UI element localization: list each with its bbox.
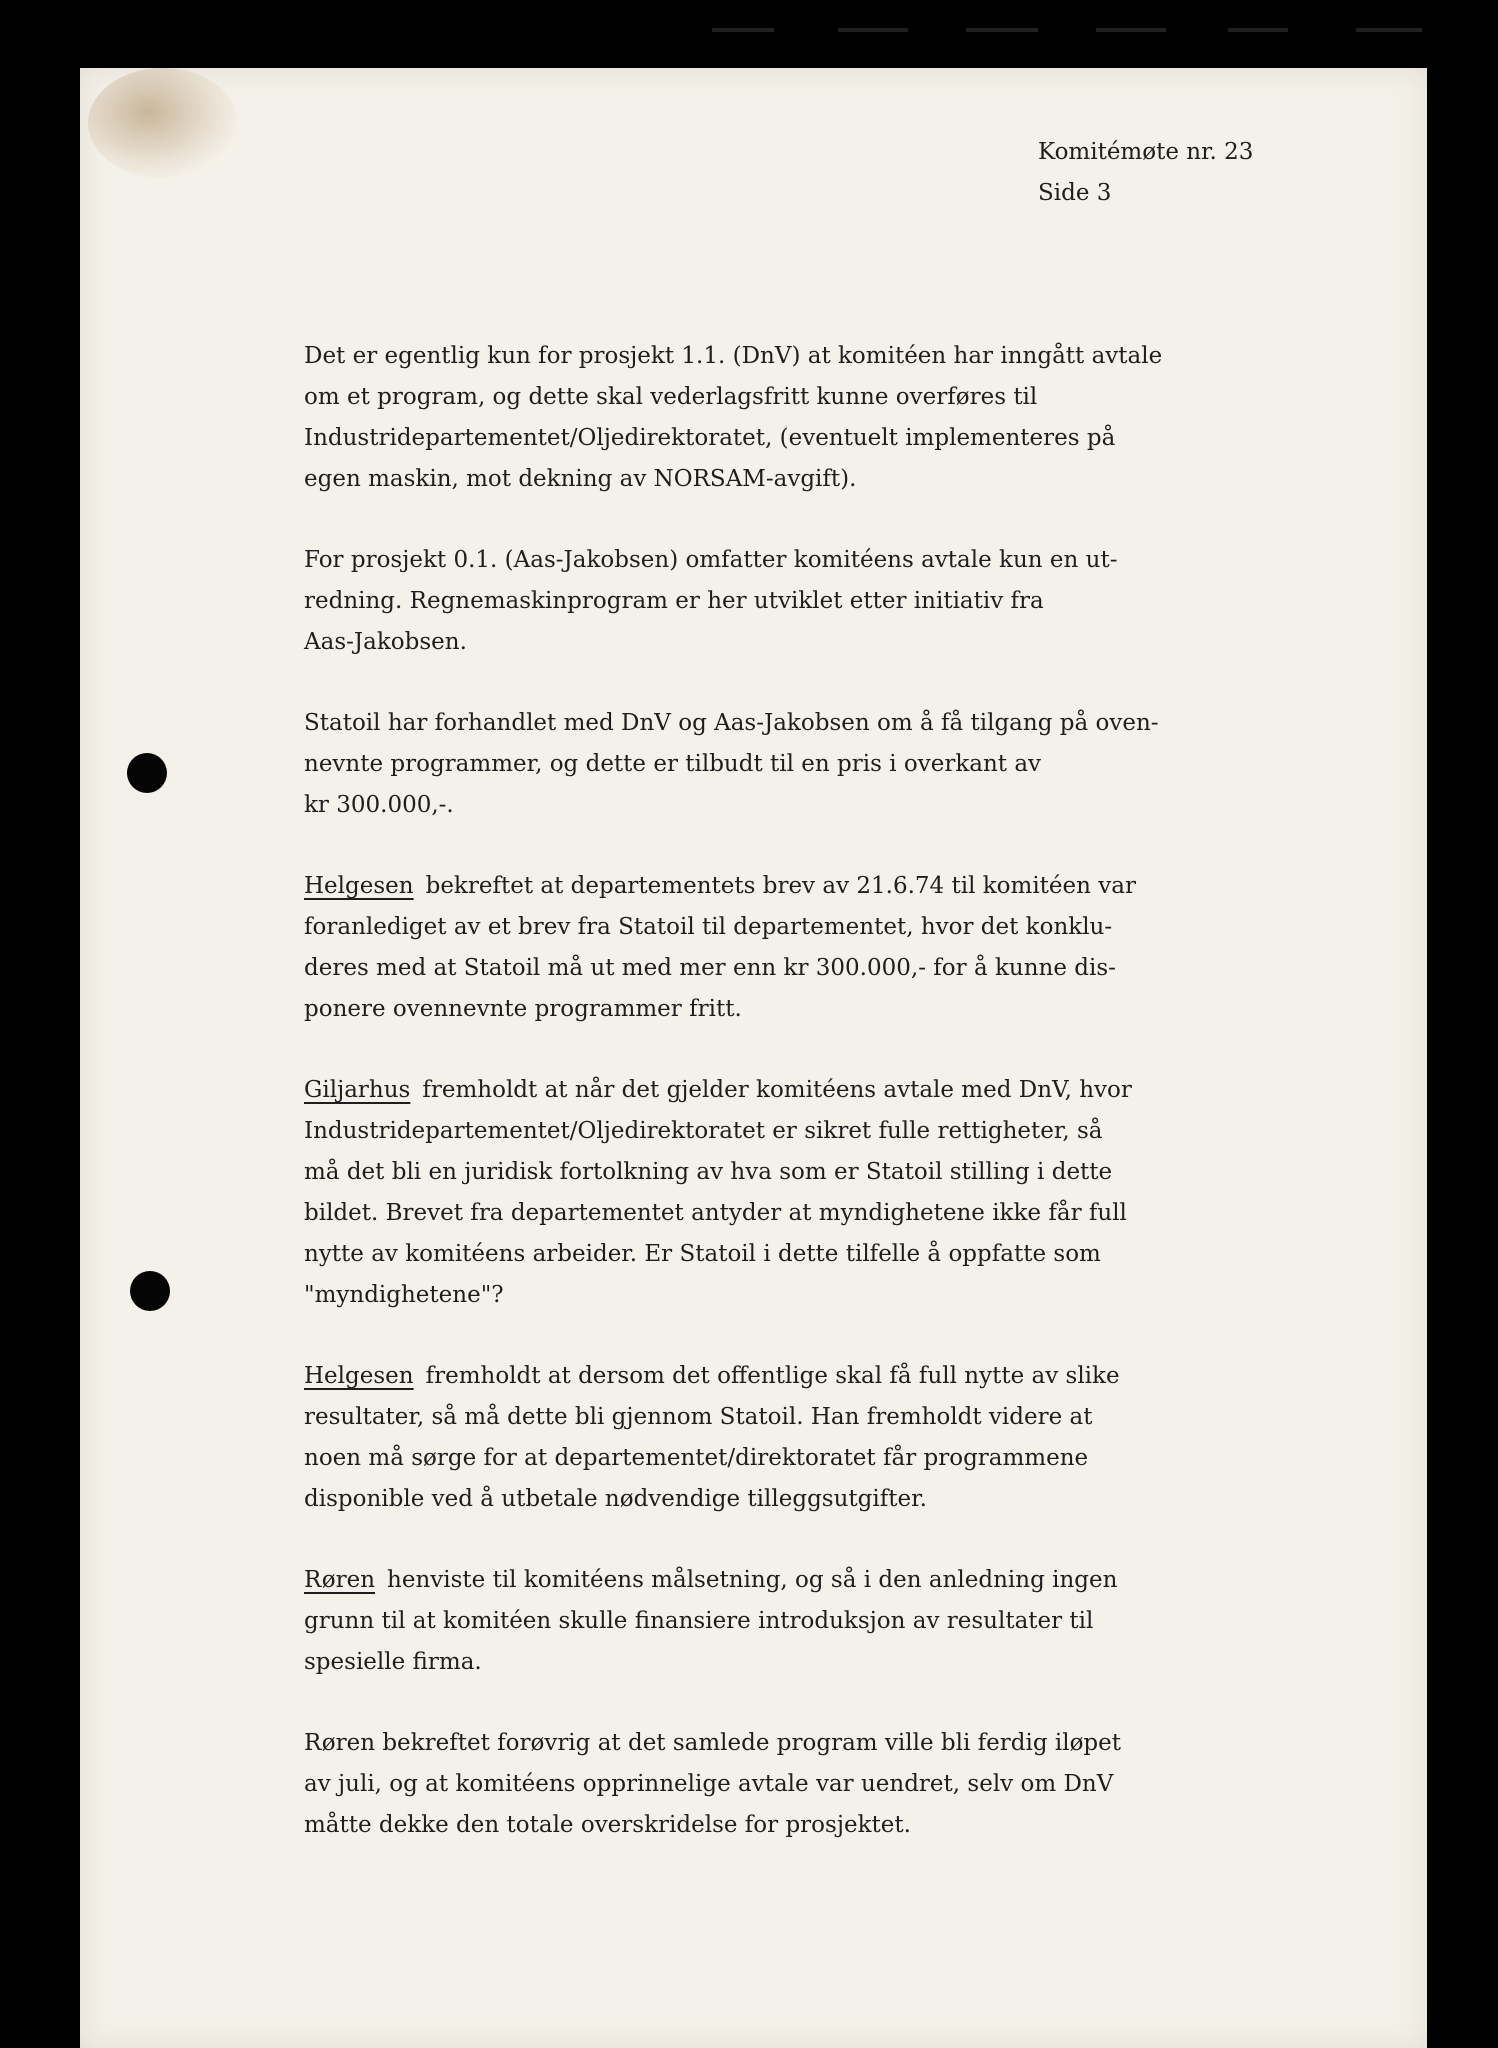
paragraph-gap bbox=[304, 663, 1314, 703]
line-text: Det er egentlig kun for prosjekt 1.1. (DnV) at komitéen har inngått avtale bbox=[304, 343, 1163, 369]
paragraph-gap bbox=[304, 1030, 1314, 1070]
line-text: Aas-Jakobsen. bbox=[304, 629, 467, 655]
top-edge-mark bbox=[1096, 28, 1166, 32]
text-line bbox=[304, 1764, 1314, 1805]
line-text: "myndighetene"? bbox=[304, 1282, 504, 1308]
punch-hole bbox=[127, 753, 167, 793]
paragraph-gap bbox=[304, 826, 1314, 866]
line-text: noen må sørge for at departementet/direktoratet får programmene bbox=[304, 1445, 1089, 1471]
meeting-number: Komitémøte nr. 23 bbox=[1038, 139, 1254, 165]
paragraph bbox=[304, 703, 1314, 826]
text-line bbox=[304, 540, 1314, 581]
line-text: deres med at Statoil må ut med mer enn kr 300.000,- for å kunne dis- bbox=[304, 955, 1116, 981]
speaker-name: Helgesen bbox=[304, 1363, 414, 1389]
text-line bbox=[304, 459, 1314, 500]
text-line bbox=[304, 1397, 1314, 1438]
text-line bbox=[304, 377, 1314, 418]
text-line bbox=[304, 785, 1314, 826]
paragraph-gap bbox=[304, 1316, 1314, 1356]
text-line bbox=[304, 989, 1314, 1030]
line-text: om et program, og dette skal vederlagsfritt kunne overføres til bbox=[304, 384, 1038, 410]
text-line bbox=[304, 948, 1314, 989]
line-text: grunn til at komitéen skulle finansiere introduksjon av resultater til bbox=[304, 1608, 1094, 1634]
document-page bbox=[80, 68, 1427, 2048]
line-text: ponere ovennevnte programmer fritt. bbox=[304, 996, 742, 1022]
text-line bbox=[304, 1193, 1314, 1234]
line-text: Industridepartementet/Oljedirektoratet er sikret fulle rettigheter, så bbox=[304, 1118, 1103, 1144]
paragraph bbox=[304, 866, 1314, 1030]
paragraph bbox=[304, 1723, 1314, 1846]
line-text: måtte dekke den totale overskridelse for prosjektet. bbox=[304, 1812, 911, 1838]
text-line bbox=[304, 1152, 1314, 1193]
line-text: foranlediget av et brev fra Statoil til departementet, hvor det konklu- bbox=[304, 914, 1113, 940]
paragraph bbox=[304, 1070, 1314, 1316]
line-text: bekreftet at departementets brev av 21.6.74 til komitéen var bbox=[425, 873, 1136, 899]
line-text: spesielle firma. bbox=[304, 1649, 482, 1675]
line-text: bildet. Brevet fra departementet antyder at myndighetene ikke får full bbox=[304, 1200, 1127, 1226]
text-line bbox=[304, 1070, 1314, 1111]
top-edge-mark bbox=[712, 28, 774, 32]
top-edge-mark bbox=[1228, 28, 1288, 32]
paragraph bbox=[304, 1356, 1314, 1520]
line-text: Industridepartementet/Oljedirektoratet, (eventuelt implementeres på bbox=[304, 425, 1116, 451]
line-text: nevnte programmer, og dette er tilbudt til en pris i overkant av bbox=[304, 751, 1042, 777]
page-header bbox=[1038, 132, 1253, 214]
paragraph bbox=[304, 336, 1314, 500]
paragraph-gap bbox=[304, 500, 1314, 540]
line-text: Røren bekreftet forøvrig at det samlede program ville bli ferdig iløpet bbox=[304, 1730, 1122, 1756]
line-text: egen maskin, mot dekning av NORSAM-avgift). bbox=[304, 466, 857, 492]
text-line bbox=[304, 703, 1314, 744]
text-line bbox=[304, 1560, 1314, 1601]
line-text: fremholdt at dersom det offentlige skal få full nytte av slike bbox=[425, 1363, 1120, 1389]
line-text: må det bli en juridisk fortolkning av hva som er Statoil stilling i dette bbox=[304, 1159, 1113, 1185]
document-body bbox=[304, 336, 1314, 1846]
text-line bbox=[304, 1356, 1314, 1397]
line-text: For prosjekt 0.1. (Aas-Jakobsen) omfatter komitéens avtale kun en ut- bbox=[304, 547, 1118, 573]
line-text: resultater, så må dette bli gjennom Statoil. Han fremholdt videre at bbox=[304, 1404, 1093, 1430]
text-line bbox=[304, 1642, 1314, 1683]
line-text: kr 300.000,-. bbox=[304, 792, 454, 818]
top-edge-mark bbox=[966, 28, 1038, 32]
top-edge-mark bbox=[1356, 28, 1422, 32]
line-text: disponible ved å utbetale nødvendige tilleggsutgifter. bbox=[304, 1486, 927, 1512]
text-line bbox=[304, 1111, 1314, 1152]
paragraph bbox=[304, 1560, 1314, 1683]
text-line bbox=[304, 1275, 1314, 1316]
text-line bbox=[304, 418, 1314, 459]
speaker-name: Røren bbox=[304, 1567, 376, 1593]
line-text: henviste til komitéens målsetning, og så i den anledning ingen bbox=[387, 1567, 1118, 1593]
line-text: av juli, og at komitéens opprinnelige avtale var uendret, selv om DnV bbox=[304, 1771, 1114, 1797]
top-edge-mark bbox=[838, 28, 908, 32]
text-line bbox=[304, 744, 1314, 785]
text-line bbox=[304, 581, 1314, 622]
text-line bbox=[304, 866, 1314, 907]
text-line bbox=[304, 622, 1314, 663]
line-text: Statoil har forhandlet med DnV og Aas-Jakobsen om å få tilgang på oven- bbox=[304, 710, 1159, 736]
text-line bbox=[304, 1805, 1314, 1846]
line-text: nytte av komitéens arbeider. Er Statoil i dette tilfelle å oppfatte som bbox=[304, 1241, 1101, 1267]
text-line bbox=[304, 1234, 1314, 1275]
paragraph bbox=[304, 540, 1314, 663]
paper-stain bbox=[88, 68, 238, 178]
page-number: Side 3 bbox=[1038, 180, 1112, 206]
line-text: redning. Regnemaskinprogram er her utviklet etter initiativ fra bbox=[304, 588, 1044, 614]
text-line bbox=[304, 1438, 1314, 1479]
punch-hole bbox=[130, 1271, 170, 1311]
paragraph-gap bbox=[304, 1683, 1314, 1723]
text-line bbox=[304, 907, 1314, 948]
line-text: fremholdt at når det gjelder komitéens avtale med DnV, hvor bbox=[422, 1077, 1132, 1103]
paragraph-gap bbox=[304, 1520, 1314, 1560]
speaker-name: Giljarhus bbox=[304, 1077, 411, 1103]
text-line bbox=[304, 1601, 1314, 1642]
text-line bbox=[304, 336, 1314, 377]
text-line bbox=[304, 1723, 1314, 1764]
speaker-name: Helgesen bbox=[304, 873, 414, 899]
text-line bbox=[304, 1479, 1314, 1520]
